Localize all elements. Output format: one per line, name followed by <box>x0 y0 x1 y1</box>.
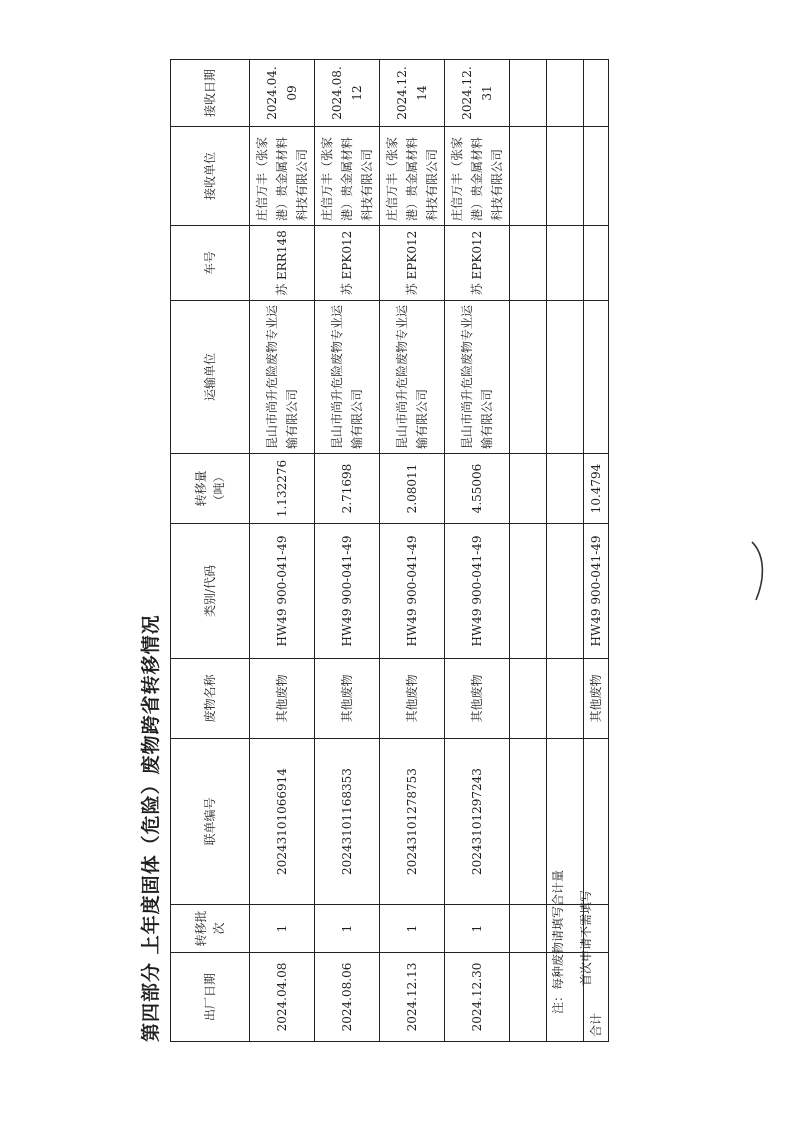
pen-mark <box>748 540 770 602</box>
cell-receiver: 庄信万丰（张家港）贵金属材料科技有限公司 <box>250 127 315 226</box>
total-waste-name: 其他废物 <box>584 659 609 739</box>
header-receiver: 接收单位 <box>171 127 250 226</box>
empty-cell <box>547 454 584 524</box>
cell-form-no: 20243101066914 <box>250 739 315 905</box>
cell-batch: 1 <box>380 905 445 953</box>
cell-form-no: 20243101168353 <box>315 739 380 905</box>
empty-cell <box>510 659 547 739</box>
empty-cell <box>510 60 547 127</box>
cell-date-in: 2024.12.14 <box>380 60 445 127</box>
cell-waste-name: 其他废物 <box>380 659 445 739</box>
cell-date-in: 2024.12.31 <box>445 60 510 127</box>
table-row <box>445 60 510 1042</box>
header-date-out: 出厂日期 <box>171 953 250 1042</box>
cell-transporter: 昆山市尚升危险废物专业运输有限公司 <box>250 301 315 454</box>
cell-category-code: HW49 900-041-49 <box>380 524 445 659</box>
cell-amount: 1.132276 <box>250 454 315 524</box>
header-date-in: 接收日期 <box>171 60 250 127</box>
note-line-2: 首次申请不需填写 <box>579 889 593 986</box>
empty-cell <box>510 524 547 659</box>
cell-date-in: 2024.08.12 <box>315 60 380 127</box>
table-row <box>315 60 380 1042</box>
empty-cell <box>584 301 609 454</box>
table-row <box>250 60 315 1042</box>
cell-form-no: 20243101297243 <box>445 739 510 905</box>
cell-waste-name: 其他废物 <box>445 659 510 739</box>
empty-cell <box>547 659 584 739</box>
empty-cell <box>547 301 584 454</box>
empty-cell <box>547 60 584 127</box>
empty-cell <box>510 226 547 301</box>
cell-transporter: 昆山市尚升危险废物专业运输有限公司 <box>445 301 510 454</box>
cell-date-in: 2024.04.09 <box>250 60 315 127</box>
cell-date-out: 2024.12.13 <box>380 953 445 1042</box>
cell-receiver: 庄信万丰（张家港）贵金属材料科技有限公司 <box>315 127 380 226</box>
cell-batch: 1 <box>250 905 315 953</box>
empty-cell <box>510 739 547 905</box>
header-amount: 转移量（吨） <box>171 454 250 524</box>
header-plate: 车号 <box>171 226 250 301</box>
empty-cell <box>510 953 547 1042</box>
cell-category-code: HW49 900-041-49 <box>315 524 380 659</box>
cell-form-no: 20243101278753 <box>380 739 445 905</box>
empty-cell <box>510 454 547 524</box>
empty-cell <box>584 226 609 301</box>
cell-waste-name: 其他废物 <box>250 659 315 739</box>
empty-cell <box>547 524 584 659</box>
cell-receiver: 庄信万丰（张家港）贵金属材料科技有限公司 <box>445 127 510 226</box>
cell-category-code: HW49 900-041-49 <box>250 524 315 659</box>
cell-batch: 1 <box>445 905 510 953</box>
header-transporter: 运输单位 <box>171 301 250 454</box>
cell-plate: 苏 ERR148 <box>250 226 315 301</box>
page-title: 第四部分 上年度固体（危险）废物跨省转移情况 <box>140 614 162 1042</box>
total-category-code: HW49 900-041-49 <box>584 524 609 659</box>
empty-cell <box>510 127 547 226</box>
header-row <box>171 60 250 1042</box>
cell-transporter: 昆山市尚升危险废物专业运输有限公司 <box>380 301 445 454</box>
empty-cell <box>547 226 584 301</box>
cell-receiver: 庄信万丰（张家港）贵金属材料科技有限公司 <box>380 127 445 226</box>
header-waste-name: 废物名称 <box>171 659 250 739</box>
note-line-1: 注：每种废物请填写合计量 <box>551 869 565 1014</box>
header-batch: 转移批次 <box>171 905 250 953</box>
total-label: 合计 <box>584 953 609 1042</box>
cell-plate: 苏 EPK012 <box>445 226 510 301</box>
cell-waste-name: 其他废物 <box>315 659 380 739</box>
cell-amount: 2.71698 <box>315 454 380 524</box>
cell-date-out: 2024.08.06 <box>315 953 380 1042</box>
cell-plate: 苏 EPK012 <box>380 226 445 301</box>
empty-cell <box>510 301 547 454</box>
cell-category-code: HW49 900-041-49 <box>445 524 510 659</box>
rotated-page-content <box>136 60 603 1042</box>
cell-date-out: 2024.04.08 <box>250 953 315 1042</box>
header-category-code: 类别/代码 <box>171 524 250 659</box>
cell-plate: 苏 EPK012 <box>315 226 380 301</box>
empty-row <box>510 60 547 1042</box>
cell-batch: 1 <box>315 905 380 953</box>
header-form-no: 联单编号 <box>171 739 250 905</box>
cell-transporter: 昆山市尚升危险废物专业运输有限公司 <box>315 301 380 454</box>
empty-cell <box>584 60 609 127</box>
empty-cell <box>584 127 609 226</box>
notes <box>544 870 600 1014</box>
empty-cell <box>547 127 584 226</box>
cell-amount: 4.55006 <box>445 454 510 524</box>
total-amount: 10.4794 <box>584 454 609 524</box>
cell-amount: 2.08011 <box>380 454 445 524</box>
empty-cell <box>510 905 547 953</box>
table-row <box>380 60 445 1042</box>
cell-date-out: 2024.12.30 <box>445 953 510 1042</box>
